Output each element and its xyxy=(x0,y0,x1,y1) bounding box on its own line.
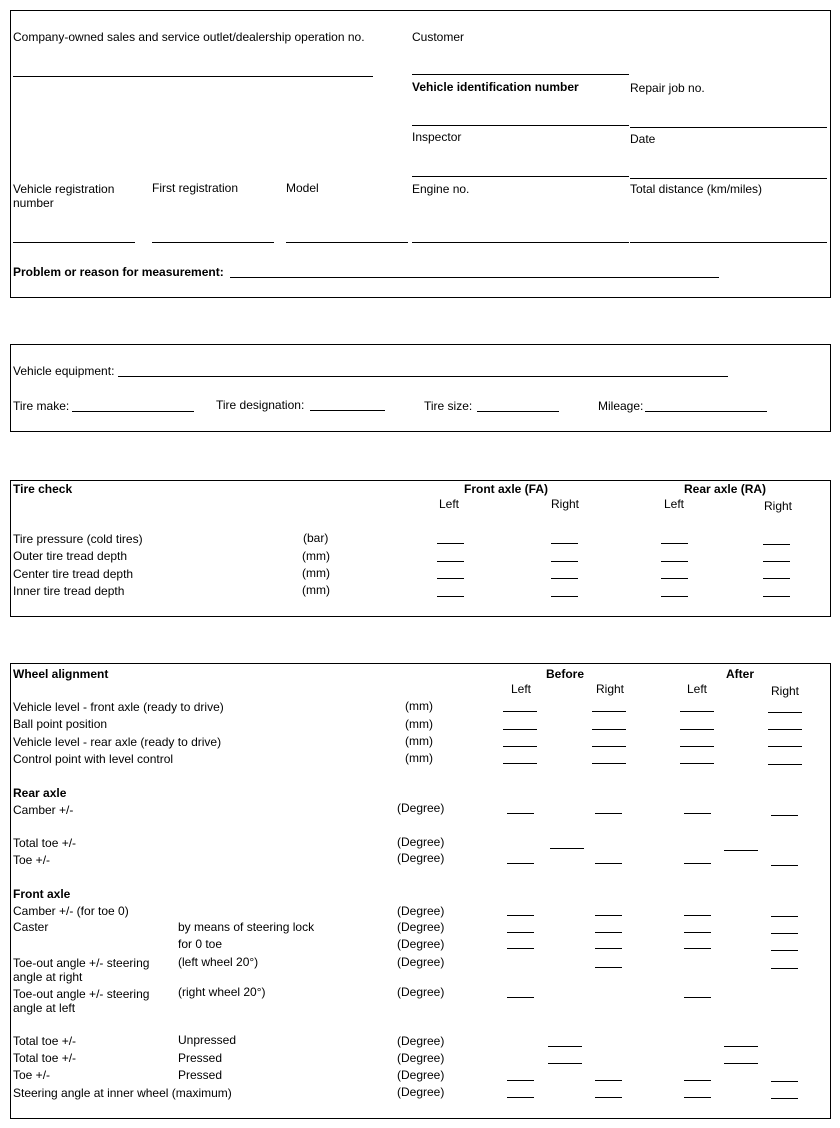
toe-out-right-label-2: angle at right xyxy=(13,970,83,984)
cp-after-right[interactable] xyxy=(768,764,802,765)
caster-method-1: by means of steering lock xyxy=(178,920,315,934)
tire-make-label: Tire make: xyxy=(13,399,70,413)
toe-out-left-note: (right wheel 20°) xyxy=(178,985,266,999)
mileage-field[interactable] xyxy=(645,411,767,412)
tp-ra-left[interactable] xyxy=(661,543,688,544)
header-section xyxy=(10,10,831,298)
toe-out-left-label-2: angle at left xyxy=(13,1001,76,1015)
center-tread-unit: (mm) xyxy=(302,566,330,580)
model-field[interactable] xyxy=(286,242,408,243)
center-tread-label: Center tire tread depth xyxy=(13,567,134,581)
cs1-before-left[interactable] xyxy=(507,932,534,933)
total-toe-pressed-unit: (Degree) xyxy=(397,1051,445,1065)
tire-make-field[interactable] xyxy=(72,411,194,412)
lf-before-left[interactable] xyxy=(503,711,537,712)
fa-left-heading: Left xyxy=(439,497,460,511)
veh-reg-label-2: number xyxy=(13,196,54,210)
tp-after-left[interactable] xyxy=(684,1080,711,1081)
fc-before-left[interactable] xyxy=(507,915,534,916)
tire-designation-field[interactable] xyxy=(310,410,385,411)
ball-point-unit: (mm) xyxy=(405,717,433,731)
rt-before-right[interactable] xyxy=(595,863,622,864)
ot-fa-left[interactable] xyxy=(437,561,464,562)
toe-out-right-label-1: Toe-out angle +/- steering xyxy=(13,956,150,970)
first-reg-field[interactable] xyxy=(152,242,274,243)
after-right-heading: Right xyxy=(771,684,800,698)
sa-after-left[interactable] xyxy=(684,1097,711,1098)
tire-designation-label: Tire designation: xyxy=(216,398,305,412)
caster-method-2: for 0 toe xyxy=(178,937,223,951)
lf-before-right[interactable] xyxy=(592,711,626,712)
bp-before-right[interactable] xyxy=(592,729,626,730)
fa-right-heading: Right xyxy=(551,497,580,511)
fc-after-left[interactable] xyxy=(684,915,711,916)
before-left-heading: Left xyxy=(511,682,532,696)
after-left-heading: Left xyxy=(687,682,708,696)
repair-job-field[interactable] xyxy=(630,127,827,128)
bp-after-right[interactable] xyxy=(768,729,802,730)
cp-before-left[interactable] xyxy=(503,763,537,764)
pressed-label: Pressed xyxy=(178,1051,223,1065)
lr-after-right[interactable] xyxy=(768,746,802,747)
total-toe-unpressed-unit: (Degree) xyxy=(397,1034,445,1048)
lf-after-right[interactable] xyxy=(768,712,802,713)
tire-pressure-label: Tire pressure (cold tires) xyxy=(13,532,143,546)
unpressed-label: Unpressed xyxy=(178,1033,237,1047)
vehicle-equipment-label: Vehicle equipment: xyxy=(13,364,115,378)
tor-after-right[interactable] xyxy=(771,968,798,969)
sa-before-left[interactable] xyxy=(507,1097,534,1098)
fc-after-right[interactable] xyxy=(771,916,798,917)
total-toe-pressed-label: Total toe +/- xyxy=(13,1051,77,1065)
rtt-after[interactable] xyxy=(724,850,758,851)
outer-tread-unit: (mm) xyxy=(302,549,330,563)
level-front-label: Vehicle level - front axle (ready to drive) xyxy=(13,700,224,714)
rear-axle-heading: Rear axle (RA) xyxy=(684,482,767,496)
rc-after-left[interactable] xyxy=(684,813,711,814)
cs1-after-right[interactable] xyxy=(771,933,798,934)
tp-before-left[interactable] xyxy=(507,1080,534,1081)
date-label: Date xyxy=(630,132,656,146)
lf-after-left[interactable] xyxy=(680,711,714,712)
ct-ra-right[interactable] xyxy=(763,578,790,579)
ot-ra-left[interactable] xyxy=(661,561,688,562)
toe-out-right-unit: (Degree) xyxy=(397,955,445,969)
ball-point-label: Ball point position xyxy=(13,717,108,731)
rc-before-right[interactable] xyxy=(595,813,622,814)
tp-before-right[interactable] xyxy=(595,1080,622,1081)
lr-after-left[interactable] xyxy=(680,746,714,747)
rear-camber-unit: (Degree) xyxy=(397,801,445,815)
before-right-heading: Right xyxy=(596,682,625,696)
problem-field[interactable] xyxy=(230,277,719,278)
toe-pressed-unit: (Degree) xyxy=(397,1068,445,1082)
vin-label: Vehicle identification number xyxy=(412,80,579,94)
outer-tread-label: Outer tire tread depth xyxy=(13,549,128,563)
tol-after-left[interactable] xyxy=(684,997,711,998)
toe-pressed-mode: Pressed xyxy=(178,1068,223,1082)
front-axle-title: Front axle xyxy=(13,887,71,901)
cp-after-left[interactable] xyxy=(680,763,714,764)
rtt-before[interactable] xyxy=(550,848,584,849)
tire-check-section xyxy=(10,480,831,617)
before-heading: Before xyxy=(546,667,585,681)
rear-toe-label: Toe +/- xyxy=(13,853,51,867)
customer-field[interactable] xyxy=(412,74,629,75)
it-fa-right[interactable] xyxy=(551,596,578,597)
level-front-unit: (mm) xyxy=(405,699,433,713)
tol-before-left[interactable] xyxy=(507,997,534,998)
tire-check-title: Tire check xyxy=(13,482,73,496)
ot-ra-right[interactable] xyxy=(763,561,790,562)
tor-before-right[interactable] xyxy=(595,967,622,968)
steering-angle-label: Steering angle at inner wheel (maximum) xyxy=(13,1086,232,1100)
ot-fa-right[interactable] xyxy=(551,561,578,562)
rear-camber-label: Camber +/- xyxy=(13,803,74,817)
rt-after-right[interactable] xyxy=(771,865,798,866)
rear-toe-unit: (Degree) xyxy=(397,851,445,865)
total-distance-field[interactable] xyxy=(630,242,827,243)
toe-out-right-note: (left wheel 20°) xyxy=(178,955,259,969)
mileage-label: Mileage: xyxy=(598,399,644,413)
control-point-unit: (mm) xyxy=(405,751,433,765)
date-field[interactable] xyxy=(630,178,827,179)
first-reg-label: First registration xyxy=(152,181,239,195)
toe-out-left-label-1: Toe-out angle +/- steering xyxy=(13,987,150,1001)
ttp-before[interactable] xyxy=(548,1063,582,1064)
alignment-title: Wheel alignment xyxy=(13,667,109,681)
toe-out-left-unit: (Degree) xyxy=(397,985,445,999)
fc-before-right[interactable] xyxy=(595,915,622,916)
it-ra-right[interactable] xyxy=(763,596,790,597)
front-axle-heading: Front axle (FA) xyxy=(464,482,549,496)
level-rear-label: Vehicle level - rear axle (ready to drive) xyxy=(13,735,222,749)
caster-label: Caster xyxy=(13,920,49,934)
rt-after-left[interactable] xyxy=(684,863,711,864)
inspector-field[interactable] xyxy=(412,176,629,177)
inner-tread-label: Inner tire tread depth xyxy=(13,584,125,598)
vehicle-equipment-field[interactable] xyxy=(118,376,728,377)
tire-size-label: Tire size: xyxy=(424,399,473,413)
ct-fa-right[interactable] xyxy=(551,578,578,579)
rc-before-left[interactable] xyxy=(507,813,534,814)
control-point-label: Control point with level control xyxy=(13,752,174,766)
problem-label: Problem or reason for measurement: xyxy=(13,265,224,279)
it-fa-left[interactable] xyxy=(437,596,464,597)
cs2-after-left[interactable] xyxy=(684,948,711,949)
vin-field[interactable] xyxy=(412,125,629,126)
cs1-after-left[interactable] xyxy=(684,932,711,933)
engine-field[interactable] xyxy=(412,242,629,243)
tp-after-right[interactable] xyxy=(771,1081,798,1082)
outlet-label: Company-owned sales and service outlet/dealership operation no. xyxy=(13,30,365,44)
ct-ra-left[interactable] xyxy=(661,578,688,579)
customer-label: Customer xyxy=(412,30,465,44)
it-ra-left[interactable] xyxy=(661,596,688,597)
ra-right-heading: Right xyxy=(764,499,793,513)
bp-after-left[interactable] xyxy=(680,729,714,730)
tire-size-field[interactable] xyxy=(477,411,559,412)
ct-fa-left[interactable] xyxy=(437,578,464,579)
after-heading: After xyxy=(726,667,755,681)
total-distance-label: Total distance (km/miles) xyxy=(630,182,763,196)
ttp-after[interactable] xyxy=(724,1063,758,1064)
sa-after-right[interactable] xyxy=(771,1098,798,1099)
rc-after-right[interactable] xyxy=(771,815,798,816)
cp-before-right[interactable] xyxy=(592,763,626,764)
sa-before-right[interactable] xyxy=(595,1097,622,1098)
ttu-before[interactable] xyxy=(548,1046,582,1047)
ttu-after[interactable] xyxy=(724,1046,758,1047)
lr-before-left[interactable] xyxy=(503,746,537,747)
tp-fa-left[interactable] xyxy=(437,543,464,544)
inner-tread-unit: (mm) xyxy=(302,583,330,597)
tire-pressure-unit: (bar) xyxy=(303,531,329,545)
tp-ra-right[interactable] xyxy=(763,544,790,545)
steering-angle-unit: (Degree) xyxy=(397,1085,445,1099)
veh-reg-label: Vehicle registration xyxy=(13,182,115,196)
rear-total-toe-unit: (Degree) xyxy=(397,835,445,849)
model-label: Model xyxy=(286,181,319,195)
tp-fa-right[interactable] xyxy=(551,543,578,544)
toe-pressed-label: Toe +/- xyxy=(13,1068,51,1082)
cs1-before-right[interactable] xyxy=(595,932,622,933)
veh-reg-field[interactable] xyxy=(13,242,135,243)
front-camber-unit: (Degree) xyxy=(397,904,445,918)
inspector-label: Inspector xyxy=(412,130,462,144)
caster-unit-2: (Degree) xyxy=(397,937,445,951)
equipment-section xyxy=(10,344,831,432)
lr-before-right[interactable] xyxy=(592,746,626,747)
level-rear-unit: (mm) xyxy=(405,734,433,748)
repair-job-label: Repair job no. xyxy=(630,81,705,95)
outlet-field[interactable] xyxy=(13,76,373,77)
engine-label: Engine no. xyxy=(412,182,470,196)
bp-before-left[interactable] xyxy=(503,729,537,730)
rear-total-toe-label: Total toe +/- xyxy=(13,836,77,850)
ra-left-heading: Left xyxy=(664,497,685,511)
rt-before-left[interactable] xyxy=(507,863,534,864)
cs2-before-left[interactable] xyxy=(507,948,534,949)
front-camber-label: Camber +/- (for toe 0) xyxy=(13,904,129,918)
cs2-after-right[interactable] xyxy=(771,950,798,951)
rear-axle-title: Rear axle xyxy=(13,786,67,800)
cs2-before-right[interactable] xyxy=(595,948,622,949)
total-toe-unpressed-label: Total toe +/- xyxy=(13,1034,77,1048)
caster-unit-1: (Degree) xyxy=(397,920,445,934)
